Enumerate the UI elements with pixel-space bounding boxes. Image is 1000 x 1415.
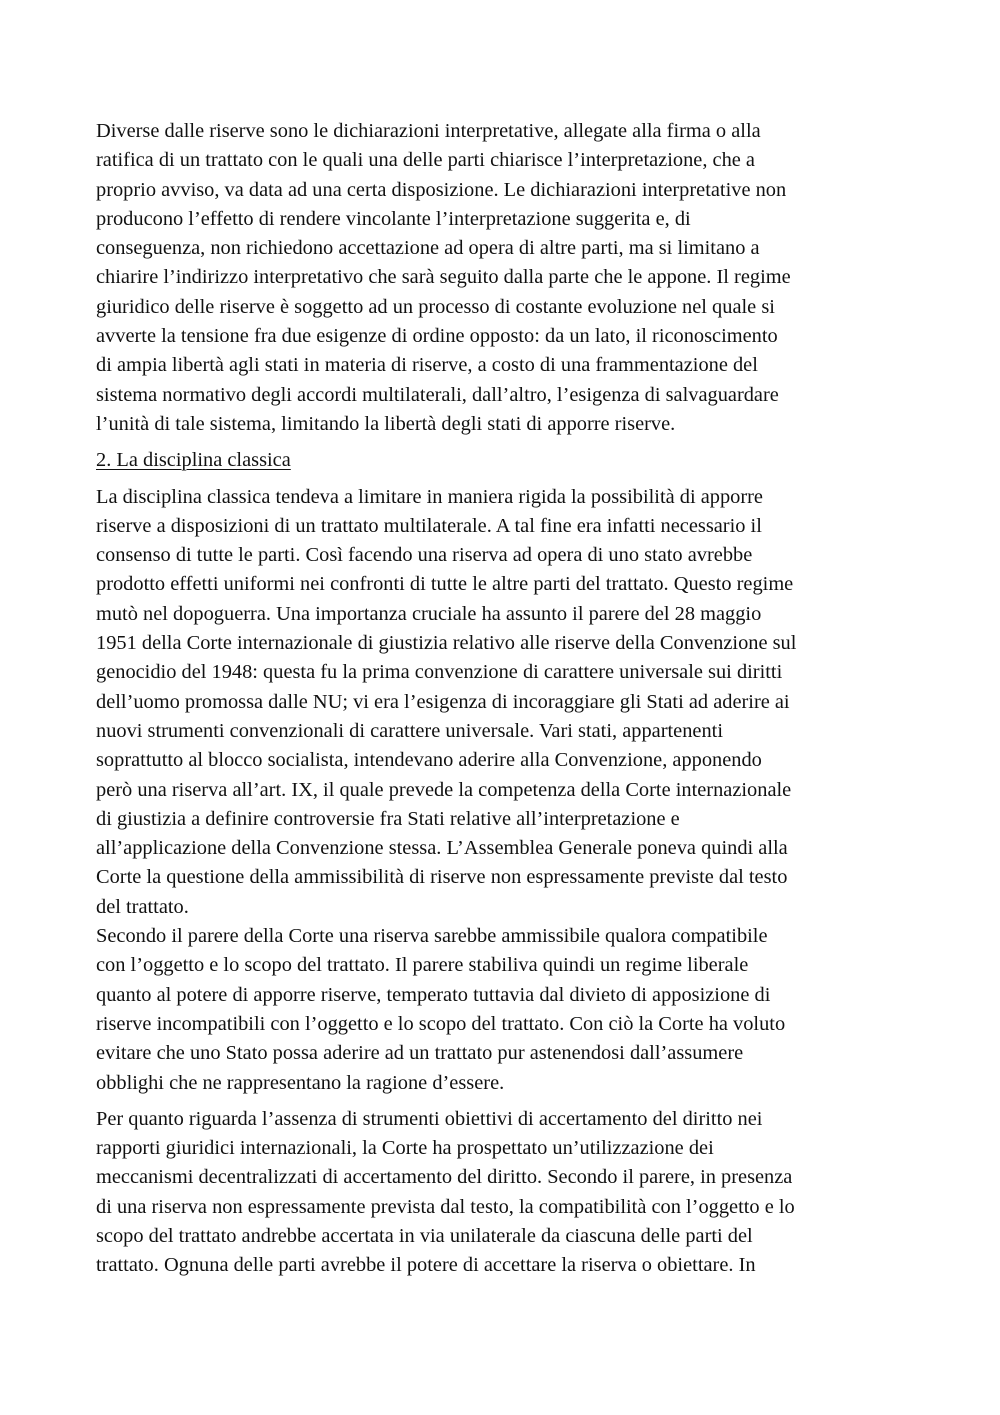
paragraph-gap: [96, 1098, 908, 1105]
paragraph-gap: [96, 476, 908, 483]
paragraph-court-opinion: Secondo il parere della Corte una riserva sarebbe ammissibile qualora compatibile con l’oggetto e lo scopo del trattato. Il parere stabiliva quindi un regime liberale quanto al potere di apporre riserve, temperato tuttavia dal divieto di apposizione di riserve incompatibili con l’oggetto e lo scopo del trattato. Con ciò la Corte ha voluto evitare che uno Stato possa aderire ad un trattato pur astenendosi dall’assumere obblighi che ne rappresentano la ragione d’essere.: [96, 925, 786, 1094]
document-page: [96, 117, 908, 1281]
paragraph-interpretative-declarations: Diverse dalle riserve sono le dichiarazioni interpretative, allegate alla firma o alla ratifica di un trattato con le quali una delle parti chiarisce l’interpretazione, che a proprio avviso, va data ad una certa disposizione. Le dichiarazioni interpretative non producono l’effetto di rendere vincolante l’interpretazione suggerita e, di conseguenza, non richiedono accettazione ad opera di altre parti, ma si limitano a chiarire l’indirizzo interpretativo che sarà seguito dalla parte che le appone. Il regime giuridico delle riserve è soggetto ad un processo di costante evoluzione nel quale si avverte la tensione fra due esigenze di ordine opposto: da un lato, il riconoscimento di ampia libertà agli stati in materia di riserve, a costo di una frammentazione del sistema normativo degli accordi multilaterali, dall’altro, l’esigenza di salvaguardare l’unità di tale sistema, limitando la libertà degli stati di apporre riserve.: [96, 120, 791, 435]
paragraph-decentralized-mechanisms: Per quanto riguarda l’assenza di strumenti obiettivi di accertamento del diritto nei rapporti giuridici internazionali, la Corte ha prospettato un’utilizzazione dei meccanismi decentralizzati di accertamento del diritto. Secondo il parere, in presenza di una riserva non espressamente prevista dal testo, la compatibilità con l’oggetto e lo scopo del trattato andrebbe accertata in via unilaterale da ciascuna delle parti del trattato. Ognuna delle parti avrebbe il potere di accettare la riserva o obiettare. In: [96, 1107, 795, 1277]
section-heading: 2. La disciplina classica: [96, 449, 291, 472]
paragraph-gap: [96, 439, 908, 446]
paragraph-classic-discipline: La disciplina classica tendeva a limitare in maniera rigida la possibilità di apporre riserve a disposizioni di un trattato multilaterale. A tal fine era infatti necessario il consenso di tutte le parti. Così facendo una riserva ad opera di uno stato avrebbe prodotto effetti uniformi nei confronti di tutte le altre parti del trattato. Questo regime mutò nel dopoguerra. Una importanza cruciale ha assunto il parere del 28 maggio 1951 della Corte internazionale di giustizia relativo alle riserve della Convenzione sul genocidio del 1948: questa fu la prima convenzione di carattere universale sui diritti dell’uomo promossa dalle NU; vi era l’esigenza di incoraggiare gli Stati ad aderire ai nuovi strumenti convenzionali di carattere universale. Vari stati, appartenenti soprattutto al blocco socialista, intendevano aderire alla Convenzione, apponendo però una riserva all’art. IX, il quale prevede la competenza della Corte internazionale di giustizia a definire controversie fra Stati relative all’interpretazione e all’applicazione della Convenzione stessa. L’Assemblea Generale poneva quindi alla Corte la questione della ammissibilità di riserve non espressamente previste dal testo del trattato.: [96, 485, 797, 918]
